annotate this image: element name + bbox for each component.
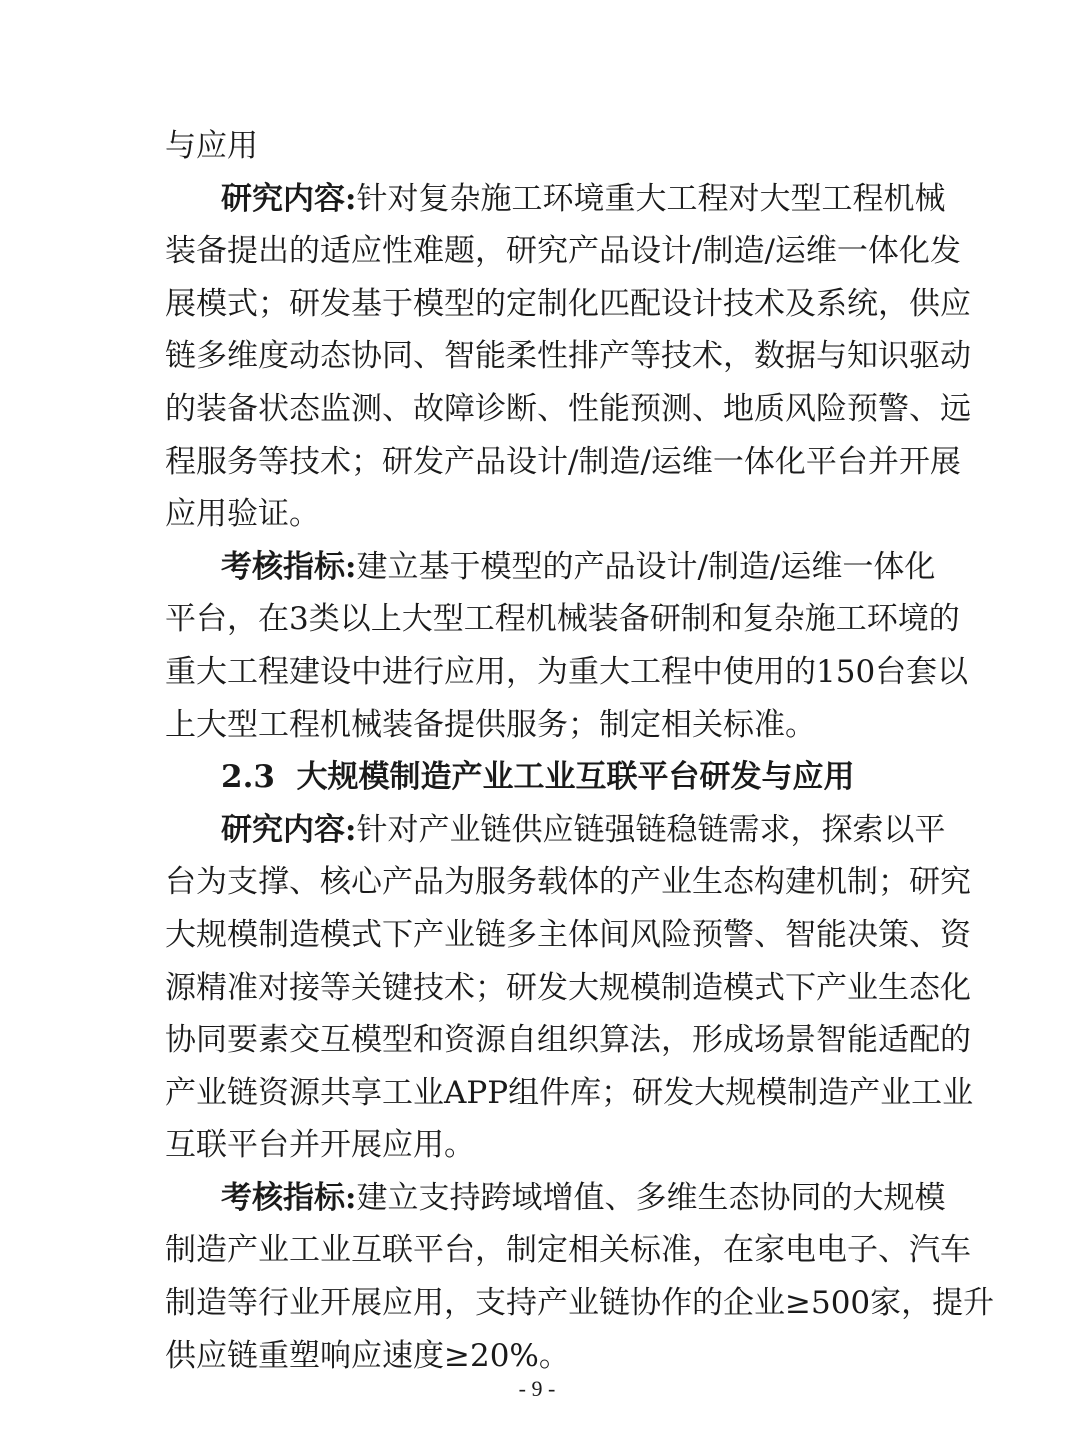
document-body — [165, 120, 995, 1382]
page-number: - 9 - — [518, 1376, 556, 1401]
section-label: 研究内容: — [221, 180, 357, 217]
text-line: 链多维度动态协同、智能柔性排产等技术，数据与知识驱动 — [165, 338, 971, 375]
text-line: 程服务等技术；研发产品设计/制造/运维一体化平台并开展 — [165, 443, 961, 480]
text-line: 制造等行业开展应用，支持产业链协作的企业≥500家，提升 — [165, 1285, 995, 1322]
text-line: 产业链资源共享工业APP组件库；研发大规模制造产业工业 — [165, 1074, 974, 1111]
section-title: 大规模制造产业工业互联平台研发与应用 — [296, 759, 855, 796]
text-span: 建立基于模型的产品设计/制造/运维一体化 — [356, 548, 936, 585]
section-label: 研究内容: — [221, 811, 357, 848]
text-line: 大规模制造模式下产业链多主体间风险预警、智能决策、资 — [165, 916, 971, 953]
text-line: 与应用 — [165, 128, 258, 164]
text-span: 针对复杂施工环境重大工程对大型工程机械 — [356, 180, 946, 217]
text-span: 针对产业链供应链强链稳链需求，探索以平 — [356, 811, 946, 848]
text-line: 台为支撑、核心产品为服务载体的产业生态构建机制；研究 — [165, 864, 971, 901]
text-line: 协同要素交互模型和资源自组织算法，形成场景智能适配的 — [165, 1022, 971, 1059]
section-label: 考核指标: — [221, 548, 357, 585]
text-line: 的装备状态监测、故障诊断、性能预测、地质风险预警、远 — [165, 390, 971, 427]
paragraph-first-line — [165, 173, 946, 226]
paragraph-first-line — [165, 541, 936, 594]
section-heading — [165, 751, 917, 804]
text-line: 重大工程建设中进行应用，为重大工程中使用的150台套以 — [165, 653, 969, 690]
text-line: 平台，在3类以上大型工程机械装备研制和复杂施工环境的 — [165, 601, 960, 638]
section-label: 考核指标: — [221, 1179, 357, 1216]
section-number: 2.3 — [221, 759, 275, 796]
text-line: 源精准对接等关键技术；研发大规模制造模式下产业生态化 — [165, 969, 971, 1006]
paragraph-first-line — [165, 804, 946, 857]
text-line: 展模式；研发基于模型的定制化匹配设计技术及系统，供应 — [165, 285, 971, 322]
text-span: 建立支持跨域增值、多维生态协同的大规模 — [356, 1179, 946, 1216]
text-line: 上大型工程机械装备提供服务；制定相关标准。 — [165, 706, 816, 743]
text-line: 互联平台并开展应用。 — [165, 1127, 475, 1164]
text-line: 制造产业工业互联平台，制定相关标准，在家电电子、汽车 — [165, 1232, 971, 1269]
text-line: 装备提出的适应性难题，研究产品设计/制造/运维一体化发 — [165, 233, 961, 270]
text-line: 应用验证。 — [165, 496, 320, 533]
text-line: 供应链重塑响应速度≥20%。 — [165, 1337, 570, 1374]
paragraph-first-line — [165, 1172, 946, 1225]
